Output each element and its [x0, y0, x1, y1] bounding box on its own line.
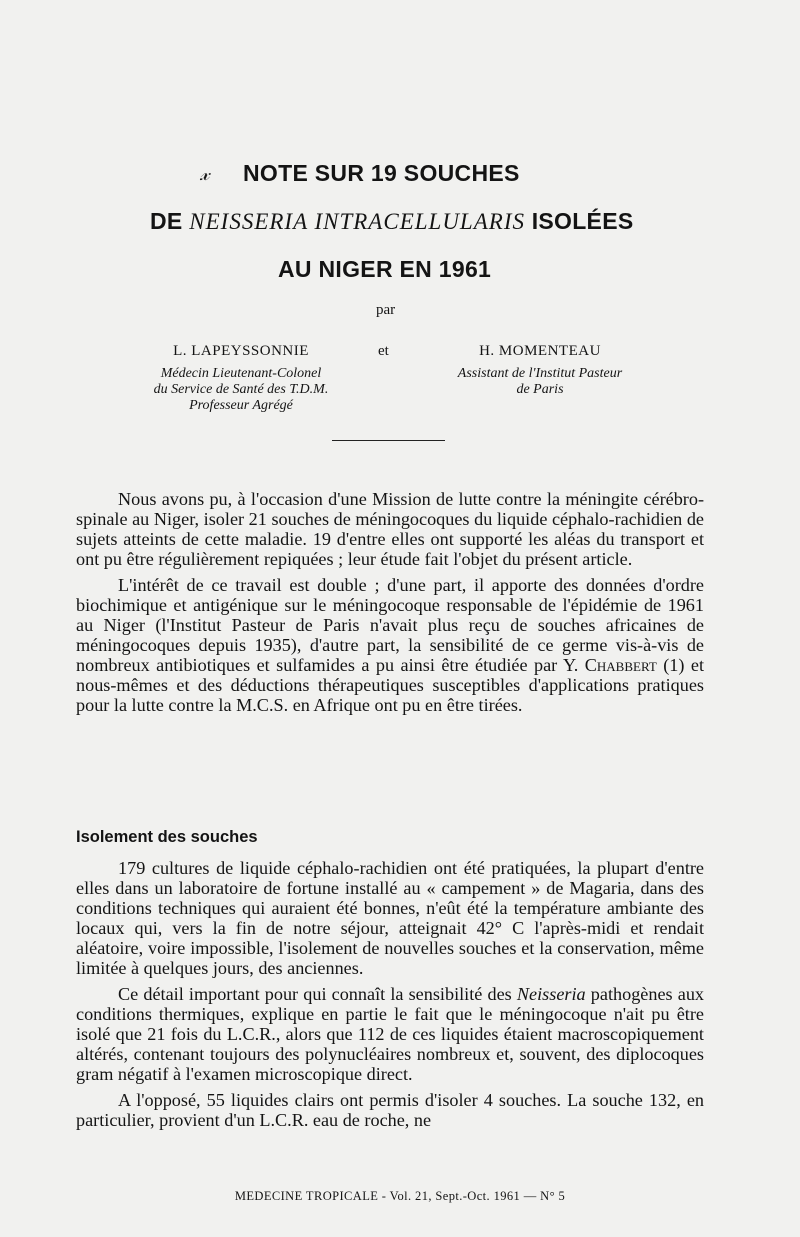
- section-paragraph-2: [76, 984, 704, 1084]
- author-second-aff-1: Assistant de l'Institut Pasteur: [457, 366, 623, 381]
- section-p2-part-b: pathogènes aux conditions thermiques, explique en partie le fait que le méningocoque n'ait pu être isolé que 21 fois du L.C.R., alors que 112 de ces liquides étaient macroscopiquement altérés, contenant toujours des polynucléaires nombreux et, souvent, des diplocoques gram négatif à l'examen microscopique direct.: [76, 984, 705, 1084]
- margin-mark: 𝓍: [200, 163, 210, 185]
- author-first-aff-2: du Service de Santé des T.D.M.: [153, 382, 329, 397]
- author-first: [96, 343, 386, 414]
- section-p2-part-a: Ce détail important pour qui connaît la sensibilité des: [118, 984, 512, 1004]
- cited-author: Chabbert: [584, 655, 657, 675]
- author-first-aff-3: Professeur Agrégé: [189, 398, 293, 413]
- intro-paragraph-1: Nous avons pu, à l'occasion d'une Mission de lutte contre la méningite cérébro-spinale au Niger, isoler 21 souches de méningocoques du liquide céphalo-rachidien de sujets atteints de cette maladie. 19 d'entre elles ont supporté les aléas du transport et ont pu être régulièrement repiquées ; leur étude fait l'objet du présent article.: [76, 489, 704, 569]
- author-second-aff-2: de Paris: [516, 382, 564, 397]
- author-first-aff-1: Médecin Lieutenant-Colonel: [160, 366, 322, 381]
- section-heading: Isolement des souches: [76, 828, 258, 846]
- title-line-2: [150, 208, 633, 235]
- title-suffix: ISOLÉES: [531, 208, 634, 234]
- by-line: par: [376, 302, 396, 318]
- intro-text: [76, 489, 704, 721]
- intro-paragraph-2: [76, 575, 704, 715]
- title-line-3: AU NIGER EN 1961: [278, 256, 492, 282]
- intro-p2-part-a: L'intérêt de ce travail est double ; d'une part, il apporte des données d'ordre biochimique et antigénique sur le méningocoque responsable de l'épidémie de 1961 au Niger (l'Institut Pasteur de Paris n'avait plus reçu de souches africaines de méningocoques depuis 1935), d'autre part, la sensibilité de ce germe vis-à-vis de nombreux antibiotiques et sulfamides a pu ainsi être étudiée par Y.: [76, 575, 704, 675]
- section-paragraph-1: 179 cultures de liquide céphalo-rachidien ont été pratiquées, la plupart d'entre elles dans un laboratoire de fortune installé au « campement » de Magaria, dans des conditions techniques qui auraient été bonnes, n'eût été la température ambiante des locaux qui, vers la fin de notre séjour, atteignait 42° C l'après-midi et rendait aléatoire, voire impossible, l'isolement de nouvelles souches et la conservation, même limitée à quelques jours, des anciennes.: [76, 858, 704, 978]
- journal-footer: MEDECINE TROPICALE - Vol. 21, Sept.-Oct. 1961 — N° 5: [234, 1189, 566, 1203]
- separator-rule: [332, 440, 445, 441]
- genus-name: Neisseria: [516, 984, 586, 1004]
- title-prefix: DE: [150, 208, 183, 234]
- author-conjunction: et: [378, 343, 389, 359]
- intro-p2-part-b: (1) et nous-mêmes et des déductions thérapeutiques susceptibles d'applications pratiques pour la lutte contre la M.C.S. en Afrique ont pu en être tirées.: [76, 655, 705, 715]
- author-first-name: L. LAPEYSSONNIE: [173, 343, 309, 359]
- title-organism: NEISSERIA INTRACELLULARIS: [189, 209, 525, 234]
- author-second: [420, 343, 660, 398]
- section-text: [76, 858, 704, 1136]
- title-line-1: NOTE SUR 19 SOUCHES: [243, 160, 520, 186]
- section-paragraph-3: A l'opposé, 55 liquides clairs ont permis d'isoler 4 souches. La souche 132, en particulier, provient d'un L.C.R. eau de roche, ne: [76, 1090, 704, 1130]
- author-second-name: H. MOMENTEAU: [479, 343, 601, 359]
